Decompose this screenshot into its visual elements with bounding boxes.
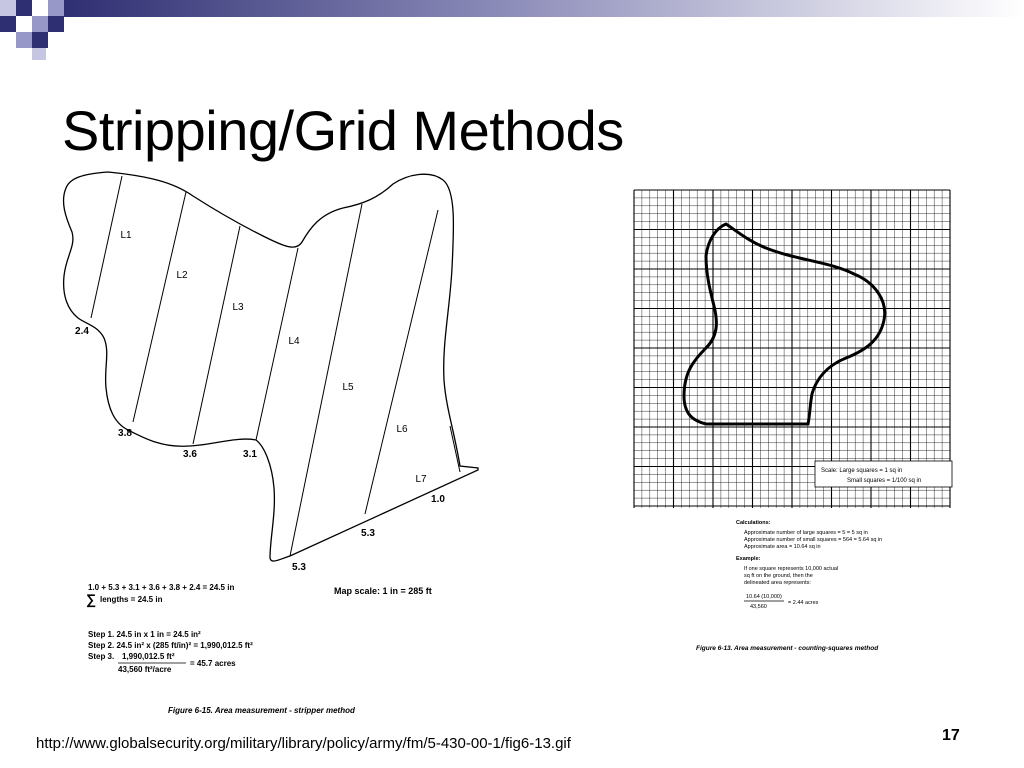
deco-square (0, 0, 16, 16)
stripper-method-figure (58, 168, 498, 728)
deco-square (32, 16, 48, 32)
calc-line: Approximate area = 10.64 sq in (744, 544, 821, 550)
step-3-denominator: 43,560 ft²/acre (118, 665, 172, 674)
step-2: Step 2. 24.5 in² x (285 ft/in)² = 1,990,012.5 ft² (88, 641, 253, 650)
sum-symbol: ∑ (86, 591, 96, 607)
strip-line (450, 426, 460, 472)
length-value: 1.0 (431, 494, 445, 505)
strip-label-l4: L4 (288, 336, 300, 347)
length-value: 3.1 (243, 449, 257, 460)
deco-square (32, 0, 48, 16)
header-decoration (0, 0, 1024, 60)
figure-caption: Figure 6-13. Area measurement - counting-squares method (696, 645, 879, 652)
deco-square (0, 16, 16, 32)
map-scale: Map scale: 1 in = 285 ft (334, 586, 432, 596)
strip-label-l3: L3 (232, 302, 244, 313)
sum-equation: 1.0 + 5.3 + 3.1 + 3.6 + 3.8 + 2.4 = 24.5 in (88, 583, 235, 592)
length-value: 5.3 (292, 562, 306, 573)
strip-label-l2: L2 (176, 270, 188, 281)
figure-caption: Figure 6-15. Area measurement - stripper method (168, 706, 355, 715)
grid-paper (634, 190, 950, 508)
step-3-result: = 45.7 acres (190, 659, 236, 668)
length-value: 3.8 (118, 428, 132, 439)
example-line: delineated area represents: (744, 580, 811, 586)
step-1: Step 1. 24.5 in x 1 in = 24.5 in² (88, 630, 201, 639)
strip-label-l1: L1 (120, 230, 132, 241)
deco-square (16, 32, 32, 48)
deco-square (16, 16, 32, 32)
scale-large: Scale: Large squares = 1 sq in (821, 468, 903, 474)
deco-square (16, 0, 32, 16)
calc-line: Approximate number of small squares = 564 = 5.64 sq in (744, 537, 883, 543)
header-gradient-band (62, 0, 1024, 17)
slide-title: Stripping/Grid Methods (62, 99, 624, 162)
strip-label-l5: L5 (342, 382, 354, 393)
strip-label-l6: L6 (396, 424, 408, 435)
source-url[interactable]: http://www.globalsecurity.org/military/library/policy/army/fm/5-430-00-1/fig6-13.gif (36, 735, 571, 752)
counting-squares-figure (626, 182, 958, 662)
deco-square (32, 48, 46, 60)
strip-line (133, 192, 186, 422)
example-heading: Example: (736, 556, 761, 562)
length-value: 5.3 (361, 528, 375, 539)
example-denominator: 43,560 (750, 604, 767, 610)
example-line: sq ft on the ground, then the (744, 573, 813, 579)
strip-label-l7: L7 (415, 474, 427, 485)
deco-square (32, 32, 48, 48)
strip-lines (91, 176, 460, 556)
strip-line (193, 226, 240, 444)
length-value: 2.4 (75, 326, 89, 337)
example-numerator: 10.64 (10,000) (746, 594, 782, 600)
step-3-label: Step 3. (88, 652, 115, 661)
slide-number: 17 (942, 727, 960, 744)
example-line: If one square represents 10,000 actual (744, 566, 839, 572)
area-outline (684, 224, 885, 424)
strip-line (91, 176, 122, 318)
calc-heading: Calculations: (736, 520, 771, 526)
step-3-numerator: 1,990,012.5 ft² (122, 652, 175, 661)
scale-small: Small squares = 1/100 sq in (847, 478, 922, 484)
strip-line (365, 210, 438, 514)
strip-line (290, 204, 362, 556)
length-value: 3.6 (183, 449, 197, 460)
calc-line: Approximate number of large squares = 5 = 5 sq in (744, 530, 868, 536)
deco-square (48, 0, 64, 16)
example-result: = 2.44 acres (788, 600, 819, 606)
sum-total: lengths = 24.5 in (100, 595, 163, 604)
deco-square (48, 16, 64, 32)
